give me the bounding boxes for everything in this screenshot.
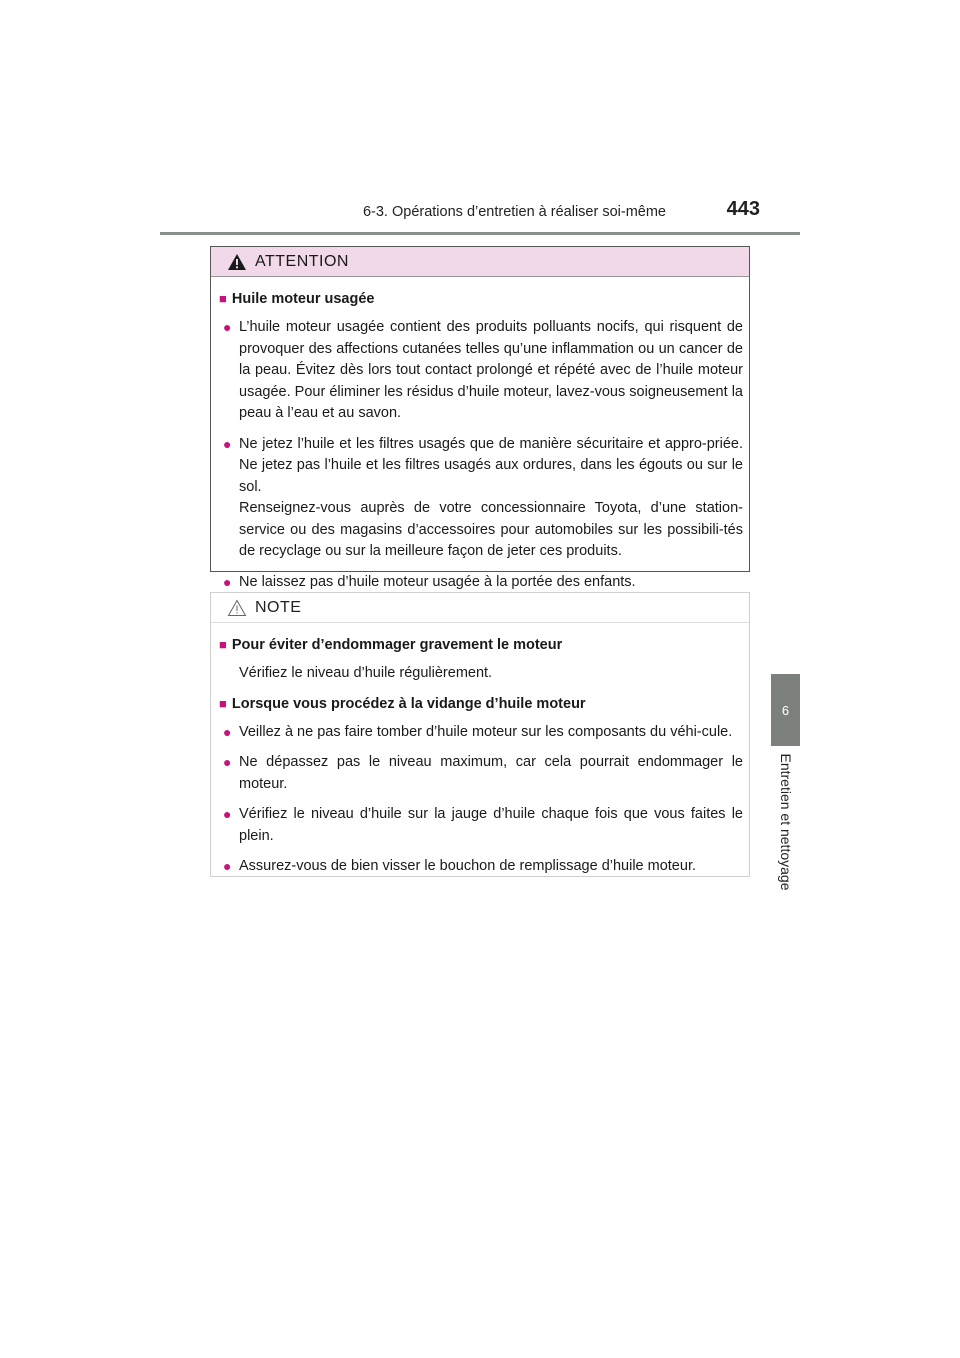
note-section-title-text: Pour éviter d’endommager gravement le moteur xyxy=(231,637,563,653)
note-section-title-text: Lorsque vous procédez à la vidange d’huile moteur xyxy=(231,695,586,712)
square-bullet-icon: ■ xyxy=(219,695,227,711)
bullet-item xyxy=(223,317,743,425)
dot-bullet-icon: ● xyxy=(223,723,232,740)
header-rule xyxy=(160,232,800,235)
square-bullet-icon: ■ xyxy=(219,291,227,306)
bullet-text: Vérifiez le niveau d’huile sur la jauge d’huile chaque fois que vous faites le plein. xyxy=(239,806,743,844)
caution-outline-icon xyxy=(227,599,247,617)
attention-section-title-text: Huile moteur usagée xyxy=(231,291,375,307)
square-bullet-icon: ■ xyxy=(219,637,227,652)
bullet-paragraph: L’huile moteur usagée contient des produits polluants nocifs, qui risquent de provoquer des affections cutanées telles qu’une inflammation ou un cancer de la peau. Évitez dès lors tout contact prolongé et répété avec de l’huile moteur usagée. Pour éliminer les résidus d’huile moteur, lavez-vous soigneusement la peau à l’eau et au savon. xyxy=(239,319,743,421)
attention-body xyxy=(211,277,749,593)
note-heading: NOTE xyxy=(255,598,302,616)
dot-bullet-icon: ● xyxy=(223,319,232,335)
chapter-tab xyxy=(771,674,800,746)
note-body xyxy=(211,623,749,878)
bullet-item xyxy=(223,752,743,795)
bullet-text xyxy=(239,434,743,563)
warning-icon xyxy=(227,253,247,271)
chapter-number: 6 xyxy=(781,702,790,718)
dot-bullet-icon: ● xyxy=(223,858,232,874)
note-paragraph: Vérifiez le niveau d’huile régulièrement. xyxy=(239,665,493,681)
bullet-text: Veillez à ne pas faire tomber d’huile moteur sur les composants du véhi-cule. xyxy=(239,723,733,740)
dot-bullet-icon: ● xyxy=(223,573,232,590)
attention-header xyxy=(211,247,749,277)
attention-heading: ATTENTION xyxy=(255,252,349,270)
bullet-text xyxy=(239,572,743,594)
chapter-title: Entretien et nettoyage xyxy=(777,753,794,891)
attention-section-title xyxy=(219,289,743,309)
bullet-text: Assurez-vous de bien visser le bouchon de remplissage d’huile moteur. xyxy=(239,858,696,874)
dot-bullet-icon: ● xyxy=(223,435,232,452)
bullet-item xyxy=(223,856,743,878)
bullet-text xyxy=(239,317,743,425)
page-number: 443 xyxy=(726,198,760,220)
dot-bullet-icon: ● xyxy=(223,754,232,770)
bullet-item xyxy=(223,572,743,594)
bullet-text: Ne dépassez pas le niveau maximum, car cela pourrait endommager le moteur. xyxy=(239,754,743,792)
bullet-item xyxy=(223,434,743,563)
bullet-paragraph: Ne jetez l’huile et les filtres usagés que de manière sécuritaire et appro-priée. Ne jetez pas l’huile et les filtres usagés aux ordures, dans les égouts ou sur le sol. xyxy=(239,435,743,495)
bullet-paragraph: Ne laissez pas d’huile moteur usagée à la portée des enfants. xyxy=(239,573,636,590)
bullet-item xyxy=(223,804,743,847)
attention-box xyxy=(210,246,750,590)
header-section-title: 6-3. Opérations d’entretien à réaliser soi-même xyxy=(362,204,666,220)
note-section-title xyxy=(219,694,743,714)
bullet-item xyxy=(223,722,743,744)
note-section-title xyxy=(219,635,743,655)
dot-bullet-icon: ● xyxy=(223,806,232,822)
bullet-paragraph: Renseignez-vous auprès de votre concessionnaire Toyota, d’une station-service ou des magasins d’accessoires pour automobiles sur les possibili-tés de recyclage ou sur la meilleure façon de jeter ces produits. xyxy=(239,500,743,559)
note-box xyxy=(210,592,750,877)
note-header xyxy=(211,593,749,623)
chapter-title-wrap xyxy=(771,752,800,892)
